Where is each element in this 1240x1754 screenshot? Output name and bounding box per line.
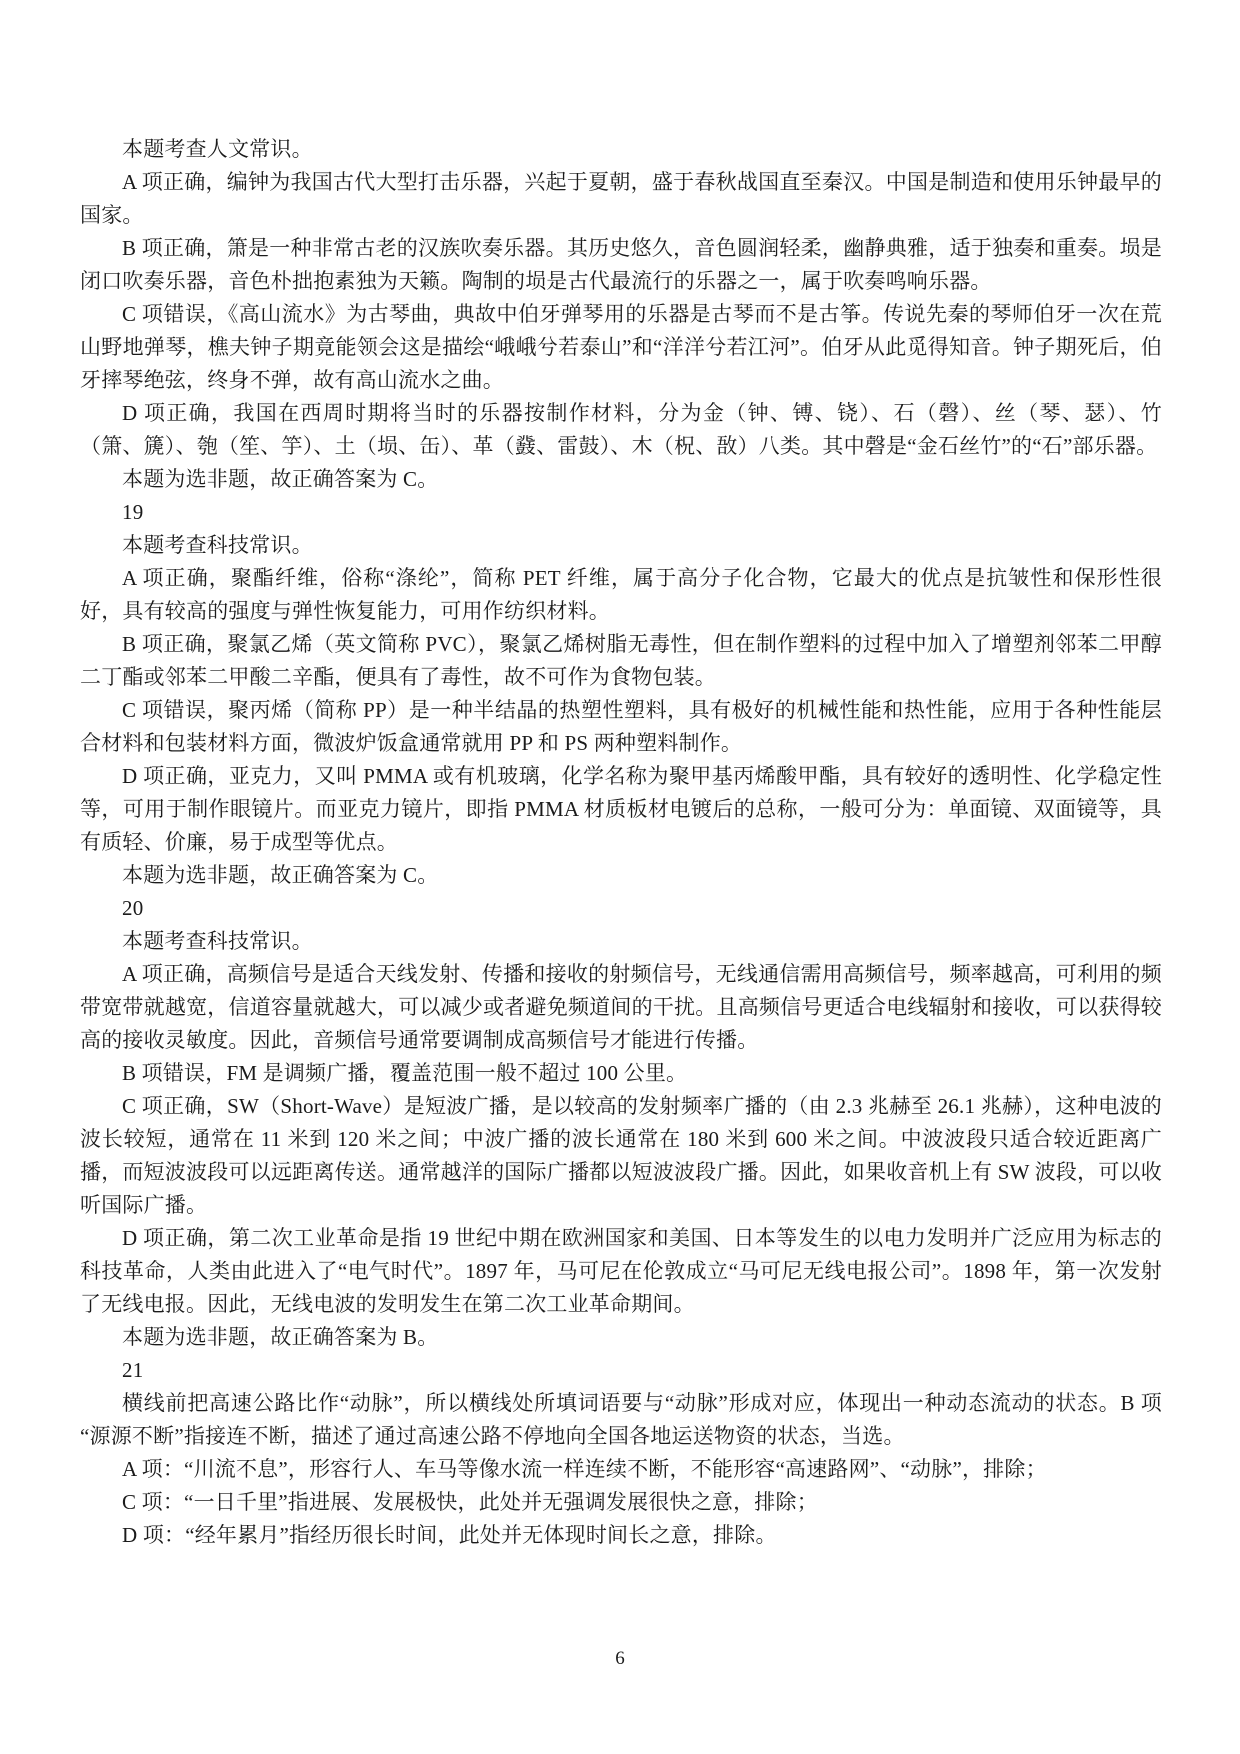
option-c-analysis: C 项错误，聚丙烯（简称 PP）是一种半结晶的热塑性塑料，具有极好的机械性能和热性能，应用于各种性能层合材料和包装材料方面，微波炉饭盒通常就用 PP 和 PS 两种塑料制作。: [80, 698, 1162, 755]
page-number: 6: [615, 1648, 625, 1669]
option-c-analysis: C 项错误，《高山流水》为古琴曲，典故中伯牙弹琴用的乐器是古琴而不是古筝。传说先秦的琴师伯牙一次在荒山野地弹琴，樵夫钟子期竟能领会这是描绘“峨峨兮若泰山”和“洋洋兮若江河”。伯牙从此觅得知音。钟子期死后，伯牙摔琴绝弦，终身不弹，故有高山流水之曲。: [80, 302, 1162, 392]
answer-conclusion: 本题为选非题，故正确答案为 B。: [122, 1325, 439, 1349]
answer-conclusion: 本题为选非题，故正确答案为 C。: [122, 863, 439, 887]
option-a-analysis: A 项正确，编钟为我国古代大型打击乐器，兴起于夏朝，盛于春秋战国直至秦汉。中国是制造和使用乐钟最早的国家。: [80, 170, 1162, 227]
question-intro: 本题考查人文常识。: [122, 137, 313, 161]
option-d-analysis: D 项：“经年累月”指经历很长时间，此处并无体现时间长之意，排除。: [122, 1523, 777, 1547]
option-d-analysis: D 项正确，第二次工业革命是指 19 世纪中期在欧洲国家和美国、日本等发生的以电力发明并广泛应用为标志的科技革命，人类由此进入了“电气时代”。1897 年，马可尼在伦敦成立“马可尼无线电报公司”。1898 年，第一次发射了无线电报。因此，无线电波的发明发生在第二次工业革命期间。: [80, 1226, 1162, 1316]
question-number: 21: [122, 1358, 144, 1382]
question-19-explanation: [80, 496, 1162, 892]
option-a-analysis: A 项正确，高频信号是适合天线发射、传播和接收的射频信号，无线通信需用高频信号，频率越高，可利用的频带宽带就越宽，信道容量就越大，可以减少或者避免频道间的干扰。且高频信号更适合电线辐射和接收，可以获得较高的接收灵敏度。因此，音频信号通常要调制成高频信号才能进行传播。: [80, 962, 1162, 1052]
page-footer: [0, 1648, 1240, 1670]
option-a-analysis: A 项：“川流不息”，形容行人、车马等像水流一样连续不断，不能形容“高速路网”、“动脉”，排除；: [122, 1457, 1047, 1481]
option-a-analysis: A 项正确，聚酯纤维，俗称“涤纶”，简称 PET 纤维，属于高分子化合物，它最大的优点是抗皱性和保形性很好，具有较高的强度与弹性恢复能力，可用作纺织材料。: [80, 566, 1162, 623]
question-18-explanation: [80, 133, 1162, 496]
option-c-analysis: C 项正确，SW（Short-Wave）是短波广播，是以较高的发射频率广播的（由 2.3 兆赫至 26.1 兆赫），这种电波的波长较短，通常在 11 米到 120 米之间；中波广播的波长通常在 180 米到 600 米之间。中波波段只适合较近距离广播，而短波波段可以远距离传送。通常越洋的国际广播都以短波波段广播。因此，如果收音机上有 SW 波段，可以收听国际广播。: [80, 1094, 1162, 1217]
option-b-analysis: B 项错误，FM 是调频广播，覆盖范围一般不超过 100 公里。: [122, 1061, 688, 1085]
option-c-analysis: C 项：“一日千里”指进展、发展极快，此处并无强调发展很快之意，排除；: [122, 1490, 818, 1514]
stem-analysis: 横线前把高速公路比作“动脉”，所以横线处所填词语要与“动脉”形成对应，体现出一种动态流动的状态。B 项“源源不断”指接连不断，描述了通过高速公路不停地向全国各地运送物资的状态，当选。: [80, 1391, 1162, 1448]
option-d-analysis: D 项正确，我国在西周时期将当时的乐器按制作材料，分为金（钟、镈、铙）、石（磬）、丝（琴、瑟）、竹（箫、篪）、匏（笙、竽）、土（埙、缶）、革（鼗、雷鼓）、木（柷、敔）八类。其中磬是“金石丝竹”的“石”部乐器。: [80, 401, 1162, 458]
question-intro: 本题考查科技常识。: [122, 929, 313, 953]
option-b-analysis: B 项正确，箫是一种非常古老的汉族吹奏乐器。其历史悠久，音色圆润轻柔，幽静典雅，适于独奏和重奏。埙是闭口吹奏乐器，音色朴拙抱素独为天籁。陶制的埙是古代最流行的乐器之一，属于吹奏鸣响乐器。: [80, 236, 1162, 293]
question-intro: 本题考查科技常识。: [122, 533, 313, 557]
question-20-explanation: [80, 892, 1162, 1354]
option-d-analysis: D 项正确，亚克力，又叫 PMMA 或有机玻璃，化学名称为聚甲基丙烯酸甲酯，具有较好的透明性、化学稳定性等，可用于制作眼镜片。而亚克力镜片，即指 PMMA 材质板材电镀后的总称，一般可分为：单面镜、双面镜等，具有质轻、价廉，易于成型等优点。: [80, 764, 1162, 854]
option-b-analysis: B 项正确，聚氯乙烯（英文简称 PVC），聚氯乙烯树脂无毒性，但在制作塑料的过程中加入了增塑剂邻苯二甲醇二丁酯或邻苯二甲酸二辛酯，便具有了毒性，故不可作为食物包装。: [80, 632, 1162, 689]
answer-conclusion: 本题为选非题，故正确答案为 C。: [122, 467, 439, 491]
question-number: 20: [122, 896, 144, 920]
question-21-explanation: [80, 1354, 1162, 1552]
document-body: [80, 133, 1162, 1552]
question-number: 19: [122, 500, 144, 524]
